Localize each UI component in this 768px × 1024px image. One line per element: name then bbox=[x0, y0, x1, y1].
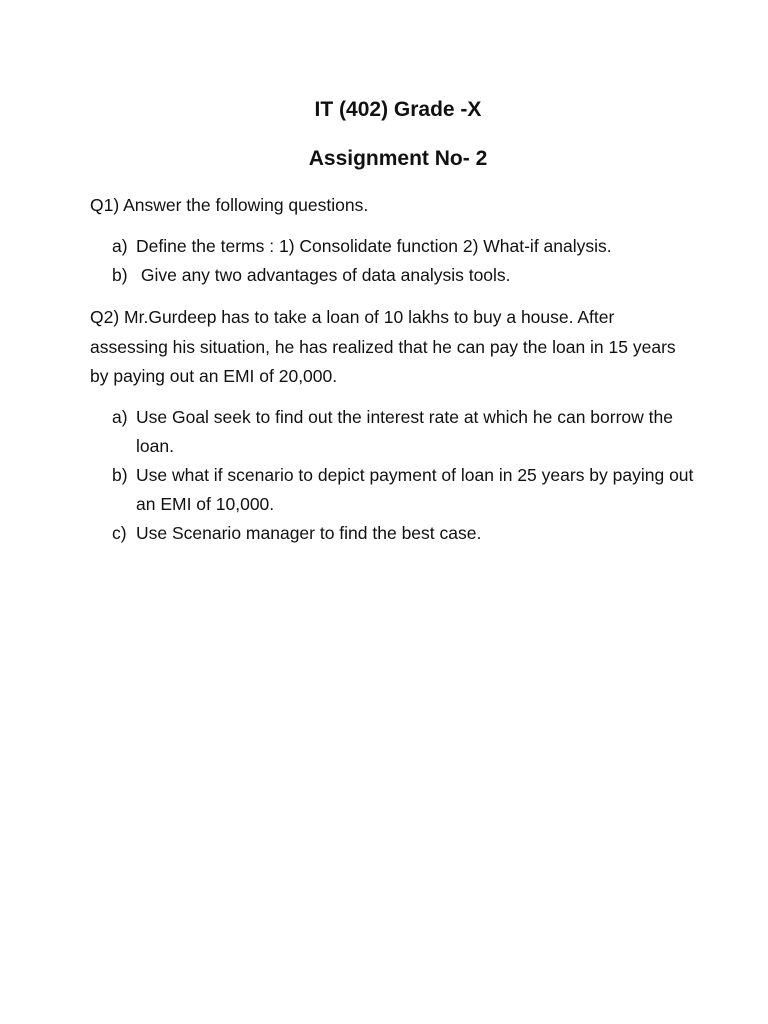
document-title: IT (402) Grade -X bbox=[314, 98, 482, 121]
question-2-prompt: Q2) Mr.Gurdeep has to take a loan of 10 lakhs to buy a house. After assessing his situation, he has realized that he can pay the loan in 15 years by paying out an EMI of 20,000. bbox=[90, 307, 676, 386]
list-marker: b) bbox=[112, 465, 128, 485]
list-marker: b) bbox=[112, 265, 128, 285]
list-item-text: Use what if scenario to depict payment of loan in 25 years by paying out an EMI of 10,000. bbox=[136, 465, 694, 514]
list-marker: c) bbox=[112, 523, 127, 543]
assignment-number: Assignment No- 2 bbox=[308, 147, 488, 170]
list-item-text: Define the terms : 1) Consolidate function 2) What-if analysis. bbox=[136, 236, 612, 256]
list-item-text: Use Goal seek to find out the interest rate at which he can borrow the loan. bbox=[136, 407, 673, 456]
question-1-list bbox=[112, 232, 702, 290]
list-item-text: Use Scenario manager to find the best case. bbox=[136, 523, 482, 543]
question-1-item-b bbox=[112, 261, 702, 290]
list-marker: a) bbox=[112, 236, 128, 256]
question-1-item-a bbox=[112, 232, 702, 261]
question-2-item-b bbox=[112, 461, 702, 519]
question-1-prompt: Q1) Answer the following questions. bbox=[90, 195, 369, 215]
question-2-list bbox=[112, 403, 702, 548]
list-marker: a) bbox=[112, 407, 128, 427]
question-2-item-c bbox=[112, 519, 702, 548]
list-item-text: Give any two advantages of data analysis tools. bbox=[136, 265, 511, 285]
question-2-item-a bbox=[112, 403, 702, 461]
